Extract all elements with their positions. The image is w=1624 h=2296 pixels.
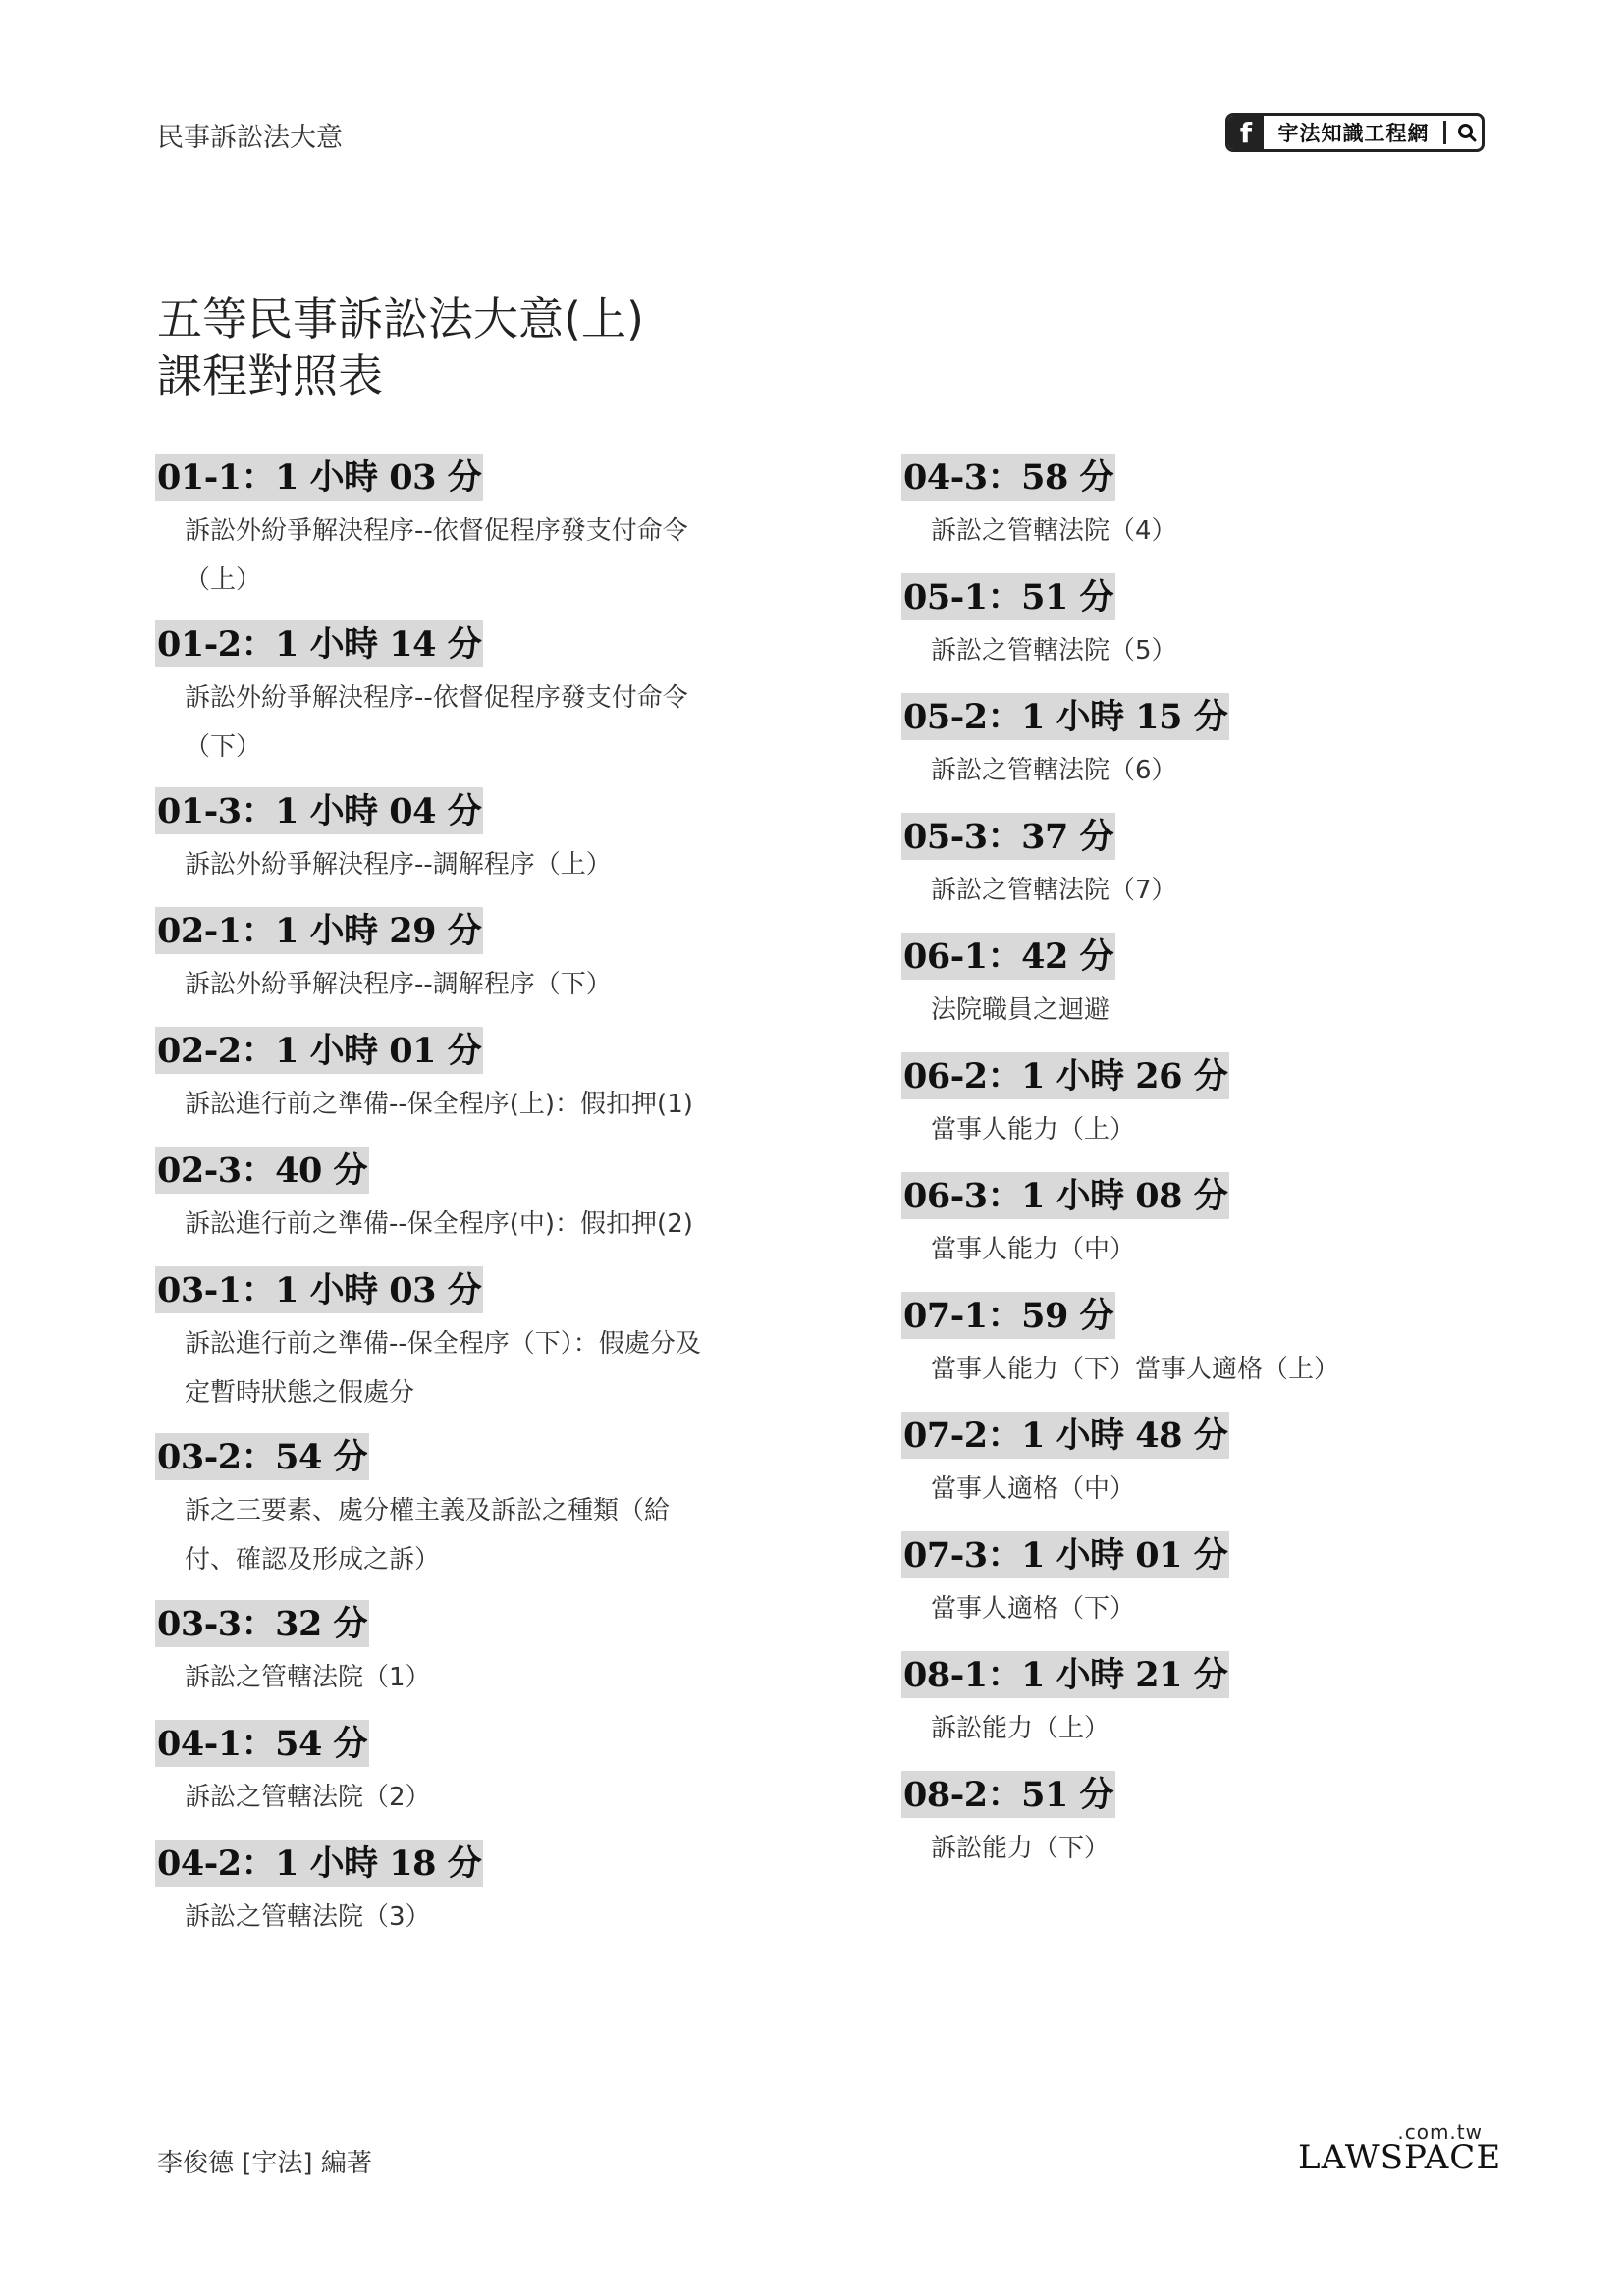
description-line: （下） (185, 732, 262, 762)
description-line: 訴訟能力（上） (931, 1714, 1110, 1743)
course-heading: 04-3：58 分 (901, 454, 1115, 501)
description-line: 訴訟能力（下） (931, 1834, 1110, 1863)
description-line: 訴訟之管轄法院（1） (185, 1663, 431, 1692)
description-line: 當事人適格（中） (931, 1474, 1136, 1504)
course-entry (901, 1531, 1451, 1633)
course-heading: 06-1：42 分 (901, 933, 1115, 980)
description-line: 訴訟進行前之準備--保全程序(中)：假扣押(2) (185, 1209, 693, 1239)
course-heading: 04-1：54 分 (155, 1720, 369, 1767)
facebook-page-badge[interactable] (1225, 113, 1485, 152)
course-entry (155, 1840, 764, 1942)
course-description (931, 1704, 1451, 1753)
course-description (185, 1486, 764, 1584)
description-line: 當事人能力（中） (931, 1235, 1136, 1264)
title-line-1: 五等民事訴訟法大意(上) (157, 293, 644, 346)
description-line: 訴訟外紛爭解決程序--依督促程序發支付命令 (185, 516, 688, 546)
course-list-right (901, 454, 1451, 1891)
course-heading: 03-1：1 小時 03 分 (155, 1266, 483, 1313)
course-entry (901, 1292, 1451, 1394)
course-entry (901, 933, 1451, 1035)
course-heading: 05-1：51 分 (901, 573, 1115, 620)
course-entry (155, 1266, 764, 1417)
course-description (931, 507, 1451, 556)
description-line: 當事人能力（上） (931, 1115, 1136, 1145)
running-head: 民事訴訟法大意 (157, 123, 343, 153)
course-description (185, 1773, 764, 1822)
course-heading: 07-2：1 小時 48 分 (901, 1412, 1229, 1459)
course-entry (901, 1651, 1451, 1753)
description-line: 訴訟外紛爭解決程序--依督促程序發支付命令 (185, 683, 688, 713)
course-heading: 01-2：1 小時 14 分 (155, 620, 483, 667)
course-entry (901, 693, 1451, 795)
course-description (931, 1824, 1451, 1873)
course-description (185, 1200, 764, 1249)
description-line: 訴訟外紛爭解決程序--調解程序（上） (185, 850, 612, 880)
course-entry (155, 620, 764, 772)
course-heading: 02-2：1 小時 01 分 (155, 1027, 483, 1074)
course-heading: 06-2：1 小時 26 分 (901, 1052, 1229, 1099)
course-description (185, 1080, 764, 1129)
page-title (157, 291, 644, 404)
description-line: 訴之三要素、處分權主義及訴訟之種類（給 (185, 1496, 671, 1525)
facebook-icon: f (1228, 116, 1264, 149)
course-entry (901, 1412, 1451, 1514)
course-entry (155, 454, 764, 605)
description-line: 訴訟之管轄法院（2） (185, 1783, 431, 1812)
course-entry (155, 1720, 764, 1822)
description-line: （上） (185, 565, 262, 595)
course-description (185, 1893, 764, 1942)
course-heading: 01-1：1 小時 03 分 (155, 454, 483, 501)
course-entry (901, 454, 1451, 556)
course-heading: 07-3：1 小時 01 分 (901, 1531, 1229, 1578)
course-description (931, 1584, 1451, 1633)
course-entry (901, 1052, 1451, 1154)
course-description (185, 840, 764, 889)
course-heading: 02-3：40 分 (155, 1147, 369, 1194)
course-heading: 03-3：32 分 (155, 1600, 369, 1647)
description-line: 當事人適格（下） (931, 1594, 1136, 1624)
description-line: 訴訟之管轄法院（4） (931, 516, 1177, 546)
badge-divider (1443, 121, 1446, 144)
course-entry (901, 813, 1451, 915)
description-line: 訴訟之管轄法院（3） (185, 1902, 431, 1932)
description-line: 訴訟之管轄法院（6） (931, 756, 1177, 785)
badge-name: 宇法知識工程網 (1277, 122, 1430, 145)
course-entry (155, 1147, 764, 1249)
description-line: 訴訟之管轄法院（7） (931, 876, 1177, 905)
course-entry (155, 1027, 764, 1129)
course-entry (155, 907, 764, 1009)
course-heading: 08-2：51 分 (901, 1771, 1115, 1818)
course-entry (901, 1172, 1451, 1274)
title-line-2: 課程對照表 (157, 349, 383, 402)
search-icon (1452, 123, 1482, 142)
course-entry (155, 1433, 764, 1584)
description-line: 訴訟進行前之準備--保全程序（下）：假處分及 (185, 1329, 701, 1359)
course-heading: 05-3：37 分 (901, 813, 1115, 860)
logo-word: LAWSPACE (1298, 2138, 1502, 2177)
description-line: 付、確認及形成之訴） (185, 1545, 441, 1575)
course-heading: 08-1：1 小時 21 分 (901, 1651, 1229, 1698)
course-description (931, 1465, 1451, 1514)
description-line: 法院職員之迴避 (931, 995, 1110, 1025)
course-heading: 03-2：54 分 (155, 1433, 369, 1480)
description-line: 當事人能力（下）當事人適格（上） (931, 1355, 1340, 1384)
course-description (185, 673, 764, 772)
course-heading: 05-2：1 小時 15 分 (901, 693, 1229, 740)
lawspace-logo (1298, 2120, 1502, 2189)
course-entry (155, 1600, 764, 1702)
course-heading: 07-1：59 分 (901, 1292, 1115, 1339)
course-description (931, 866, 1451, 915)
description-line: 定暫時狀態之假處分 (185, 1378, 415, 1408)
course-description (185, 1653, 764, 1702)
course-heading: 04-2：1 小時 18 分 (155, 1840, 483, 1887)
author-credit: 李俊德 [宇法] 編著 (157, 2149, 372, 2178)
course-entry (901, 1771, 1451, 1873)
course-description (185, 507, 764, 605)
course-description (931, 746, 1451, 795)
course-description (185, 1319, 764, 1417)
course-list-left (155, 454, 764, 1959)
logo-domain: .com.tw (1397, 2120, 1483, 2144)
description-line: 訴訟進行前之準備--保全程序(上)：假扣押(1) (185, 1090, 693, 1119)
course-description (185, 960, 764, 1009)
course-heading: 01-3：1 小時 04 分 (155, 787, 483, 834)
course-heading: 06-3：1 小時 08 分 (901, 1172, 1229, 1219)
course-description (931, 1345, 1451, 1394)
description-line: 訴訟外紛爭解決程序--調解程序（下） (185, 970, 612, 999)
course-entry (901, 573, 1451, 675)
course-description (931, 1105, 1451, 1154)
course-description (931, 626, 1451, 675)
description-line: 訴訟之管轄法院（5） (931, 636, 1177, 666)
course-entry (155, 787, 764, 889)
course-heading: 02-1：1 小時 29 分 (155, 907, 483, 954)
course-description (931, 1225, 1451, 1274)
course-description (931, 986, 1451, 1035)
